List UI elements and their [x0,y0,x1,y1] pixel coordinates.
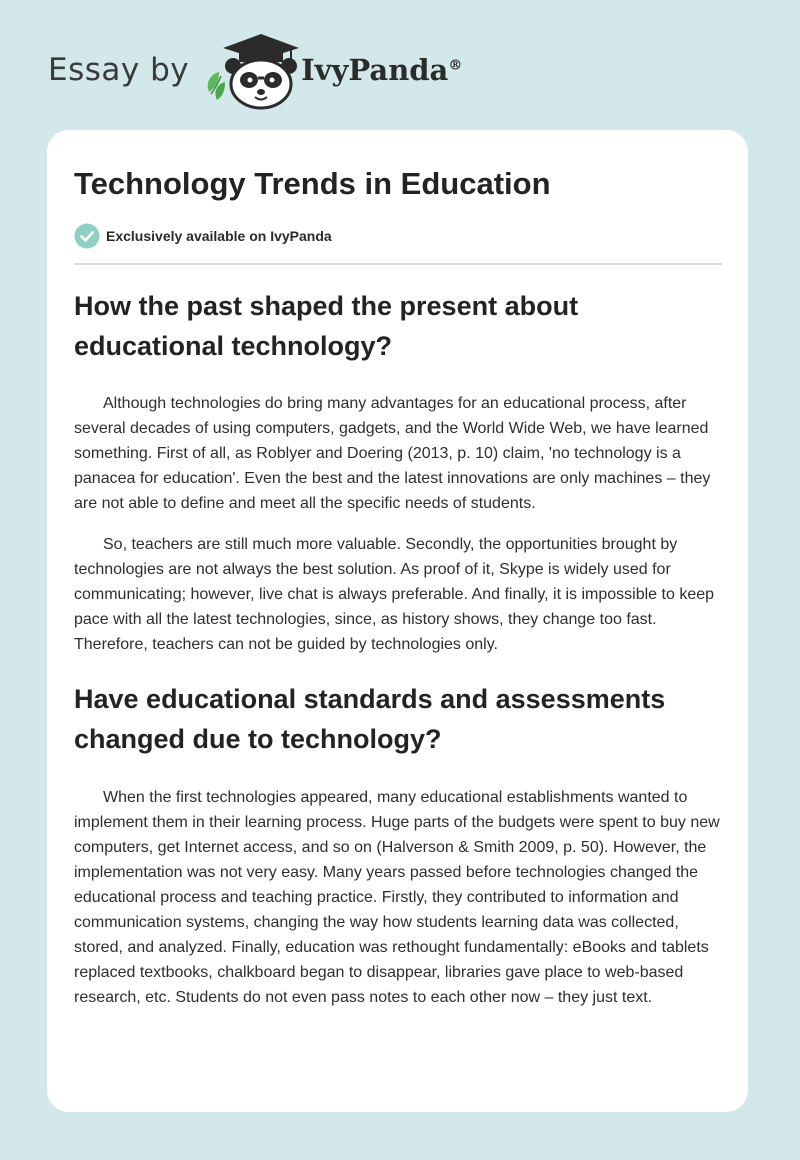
section-heading: How the past shaped the present about educational technology? [74,291,579,361]
site-header [48,30,462,110]
paragraph: When the first technologies appeared, many educational establishments wanted to implement them in their learning process. Huge parts of the budgets were spent to buy new computers, get Internet access, and so on (Halverson & Smith 2009, p. 50). However, the implementation was not very easy. Many years passed before technologies changed the educational process and teaching practice. Firstly, they contributed to information and communication systems, changing the way how students learning data was collected, stored, and analyzed. Finally, education was rethought fundamentally: eBooks and tablets replaced textbooks, chalkboard began to disappear, libraries gave place to web-based research, etc. Students do not even pass notes to each other now – they just text. [74,789,720,1006]
title-divider [74,263,722,265]
panda-logo-icon[interactable] [203,30,299,110]
registered-mark: ® [448,57,463,74]
check-circle-icon [74,223,100,249]
brand-name[interactable] [301,53,462,87]
page-title: Technology Trends in Education [74,166,551,201]
essay-by-label: Essay by [48,52,190,88]
section-heading: Have educational standards and assessments changed due to technology? [74,684,666,754]
brand-text: IvyPanda [301,53,449,87]
article-card [47,130,748,1112]
paragraph: So, teachers are still much more valuable. Secondly, the opportunities brought by technologies are not always the best solution. As proof of it, Skype is widely used for communicating; however, live chat is always preferable. And finally, it is impossible to keep pace with all the latest technologies, since, as history shows, they change too fast. Therefore, teachers can not be guided by technologies only. [74,536,715,653]
paragraph: Although technologies do bring many advantages for an educational process, after several decades of using computers, gadgets, and the World Wide Web, we have learned something. First of all, as Roblyer and Doering (2013, p. 10) claim, 'no technology is a panacea for education'. Even the best and the latest innovations are only machines – they are not able to define and meet all the specific needs of students. [74,395,711,512]
exclusive-badge-label: Exclusively available on IvyPanda [106,228,332,244]
exclusive-badge [74,222,722,250]
